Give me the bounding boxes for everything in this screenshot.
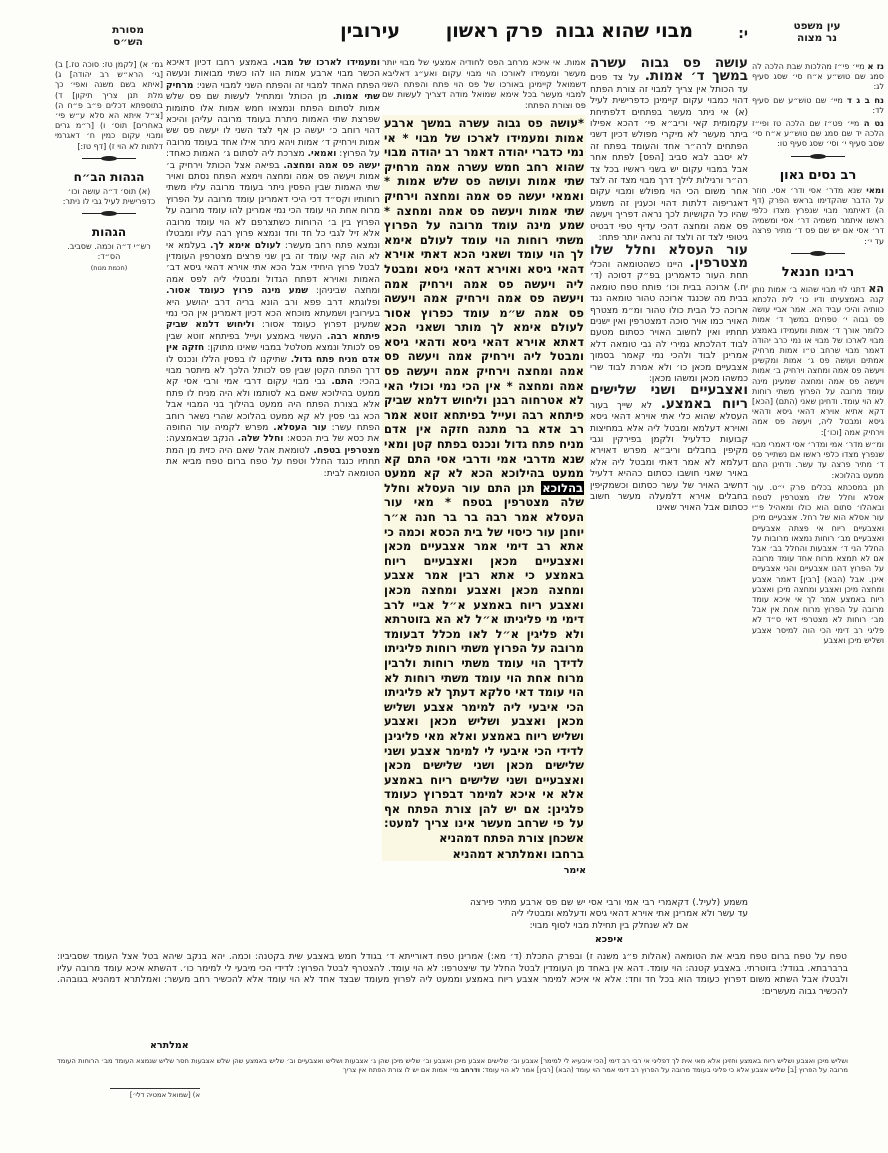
ein-mishpat-entry — [752, 62, 884, 93]
tosafot-tail: משמע (לעיל.) דקאמרי רבי אמי ורבי אסי יש שם פס ארבע מתיר פירצה עד עשר ולא אמרינן אתי אוירא דהאי גיסא ודעלמא ומבטלי ליה אם לא שנחלק בין תחילת מבוי לסוף מבוי: איפכא — [470, 898, 748, 946]
tosafot-column — [590, 58, 748, 896]
rashi-lemma: ומעמידו לארכו של מבוי. — [272, 58, 380, 68]
ein-entry-text: מיי׳ פי״ז מהלכות שבת הלכה לה סמג שם טוש״ע א״ח סי׳ שסג סעיף לג: — [752, 62, 884, 92]
rabbeinu-chananel-lead: הא — [868, 283, 884, 295]
rashi-lemma: ואמלתרא דמהניא בגובהה. — [57, 975, 161, 986]
rashi-lemma: שמע מינה פרוץ כעומד אסור. — [166, 286, 309, 297]
rabbeinu-chananel-title: רבינו חננאל — [781, 264, 855, 280]
gemara-before-highlight: *עושה פס גבוה עשרה במשך ארבע אמות ומעמידו לארכו של מבוי * אי נמי כדברי יהודה דאמר רב יהודה מבוי שהוא רחב חמש עשרה אמה מרחיק שתי אמות ועושה פס שלש אמות * ואמאי יעשה פס אמה ומחצה וירחיק שתי אמות ויעשה פס אמה ומחצה * שמע מינה עומד מרובה על הפרוץ משתי רוחות הוי עומד לעולם אימא לך הוי עומד ושאני הכא דאתי אוירא דהאי גיסא ואוירא דהאי גיסא ומבטל ליה ויעשה פס אמה וירחיק אמה ויעשה פס אמה וירחיק אמה ויעשה פס אמה ש״מ עומד כפרוץ אסור לעולם אימא לך מותר ושאני הכא דאתא אוירא דהאי גיסא ודהאי גיסא ומבטל ליה וירחיק אמה ויעשה פס אמה ומחצה וירחיק אמה ויעשה פס אמה ומחצה * אין הכי נמי וכולי האי לא אטרחוה רבנן וליחוש דלמא שביק פיתחא רבה ועייל בפיתחא זוטא אמר רב אדא בר מתנה חזקה אין אדם מניח פתח גדול ונכנס בפתח קטן ומאי שנא מדרבי אמי ודרבי אסי התם קא ממעט בהילוכא הכא לא קא ממעט — [384, 115, 584, 481]
footnote — [60, 1088, 200, 1100]
masoret-header-line1: מסורת — [112, 24, 144, 36]
hagahot-habach-text: (א) תוס׳ ד״ה עושה וכו׳ כדפרישית לעיל גבי לו ניתר: — [62, 186, 156, 207]
search-highlight: בהלוכא — [542, 480, 583, 495]
ein-mishpat-entry — [752, 96, 884, 116]
ein-mishpat-header — [782, 20, 852, 44]
gemara-last-line: ברחבו ואמלתרא דמהניא — [382, 847, 586, 861]
hagahot-title: הגהות — [91, 225, 127, 240]
tosafot-lemma: ואצבעיים ושני שלישים ריוח באמצע. — [590, 382, 748, 412]
ein-mishpat-header-line1: עין משפט — [793, 20, 841, 32]
rashi-lemma: בזוטרתי. — [744, 963, 777, 974]
rashi-lemma: עור העסלא. — [273, 423, 327, 433]
tosafot-lemma: עור העסלא וחלל שלו מצטרפין. — [590, 241, 748, 271]
ein-entry-text: מיי׳ שם טוש״ע שם סעיף לד: — [752, 95, 884, 115]
tosafot-dibur: עושה פס גבוה עשרה במשך ד׳ אמות. על צד פנים עד הכותל אין צריך למבוי זה צורת הפתח דהוי כמבוי עקום קיימינן כדפרישית לעיל (א) אי ניתר מעשר בפתחים דלפתיחת עקמומית קאי וריב״א פי׳ דהכא אפילו ביתר מעשר לא מיקרי מפולש דכיון דשני הפתחים לרה״ר אחד והעומד בפתח זה לא יסבב לבא סביב [הפס] לפתח אחר אבל במבוי עקום יש בשני ראשיו בכל צד רה״ר ורגילות לילך דרך מבוי מצד זה לצד אחר משום הכי הוי מפולש ומבוי עקום דאגריפוה דלתות דהוי וכענין זה משמע שהיו כל הקושיות לכך נראה דפריך ויעשה פס אמה ומחצה דהכי עדיף טפי דבטיט גיטופי לצד זה ולצד זה נראה יותר פתח: — [590, 58, 748, 245]
rashi-column: ומעמידו לארכו של מבוי. באמצע רחבו דכיון דאיכא הכשר מבוי ארבע אמות הוו להו כשתי מבואות ונעשה הפתח האחד למבוי זה והפתח השני למבוי השני: מרחיק שתי אמות. מן הכותל ומתחיל לעשות שם פס שלש אמות לסתום הפתח ונמצאו חמש אמות אלו סתומות שפרצת שתי האמות ניתרת בעומד מרובה עליהן והיכא דהוי רוחב כ׳ יעשה כן אף לצד השני לו יעשה פס שש אמות וירחיק ד׳ אמות ויהא ניתר אילו אחד בעומד מרובה על הפרוץ: ואמאי. מצרכת ליה לסתום ג׳ האמות כאחד: יעשה פס אמה ומחצה. בפיאה אצל הכותל וירחיק ב׳ אמות ויעשה פס אמה ומחצה וימצא הפתח נסתם ואויר שתי האמות שבין הפסין ניתר בעומד מרובה עליו משתי רוחותיו וקס״ד דכי היכי דאמרינן עומד מרובה על הפרוץ מרוח אחת הוי עומד הכי נמי אמרינן להו עומד מרובה על הפרוץ בין ב׳ הרוחות כשתצרפם לא הוי עומד מרובה אלא זיל לגבי כל חד וחד ונמצא פרוץ רבה עליו ומבטלו ונמצא פתח רחב מעשר: לעולם אימא לך. בעלמא אי לא הוה קאי עומד זה בין שני פרצים מצטרפין העומדין לבטל פרוץ היחידי אבל הכא אתי אוירא דהאי גיסא דב׳ האמות ואוירא דפתח הגדול ומבטלי ליה לפס אמה ומחצה שביניהן: שמע מינה פרוץ כעומד אסור. ופלוגתא דרב פפא ורב הונא בריה דרב יהושע היא בעירובין ושמעתא מוכחא הכא דכיון דאמרינן אין הכי נמי שמעינן דפרוץ כעומד אסור: וליחוש דלמא שביק פיתחא רבה. העשוי באמצע ועייל בפיתחא זוטא שבין פס לכותל ונמצא מטלטל במבוי שאינו מתוקן: חזקה אין אדם מניח פתח גדול. שתיקנו לו בפסין הללו ונכנס לו דרך הפתח הקטן שבין פס לכותל הלכך לא מיתסר מבוי בהכי: התם. גבי מבוי עקום דרבי אמי ורבי אסי קא ממעט בהילוכא שאם בא לסותמו ולא היה מניח לו פתח אלא בצורת הפתח היה ממעט בהילוך בני המבוי אבל הכא גבי פסין לא קא ממעט בהלוכא שהרי נשאר רוחב הפתח עשר: עור העסלא. מפרש לקמיה עור החופה את כסא של בית הכסא: וחלל שלה. הנקב שבאמצעה: מצטרפין בטפח. לטומאת אהל שאם היה כזית מן המת תחתיו כנגד החלל וטפח על טפח ברום טפח מביא את הטומאה לבית: — [166, 58, 380, 479]
ornament-divider — [791, 253, 845, 259]
rashi-lemma: ואמאי. — [307, 149, 337, 160]
masoret-header-line2: הש״ס — [113, 36, 143, 48]
perek-label: פרק ראשון — [445, 20, 543, 42]
gemara-catchword: אימר — [563, 864, 586, 876]
gemara-after-highlight: תנן התם עור העסלא וחלל שלה מצטרפין בטפח * מאי עור העסלא אמר רבה בר בר חנה א״ר יוחנן עור כיסוי של בית הכסא וכמה כי אתא רב דימי אמר אצבעיים מכאן ואצבעיים מכאן ואצבעיים ריוח באמצע כי אתא רבין אמר אצבע ומחצה מכאן ואצבע ומחצה מכאן ואצבע ריוח באמצע א״ל אביי לרב דימי מי פליגיתו א״ל לא הא בזוטרתא ולא פליגין א״ל לאו מכלל דבעומד מרובה על הפרוץ משתי רוחות פליגיתו לדידך הוי עומד משתי רוחות ולרבין מרוח אחת הוי עומד משתי רוחות לא הוי עומד דאי סלקא דעתך לא פליגיתו הכי איבעי ליה למימר אצבע ושליש מכאן ואצבע ושליש מכאן ואצבע ושליש ריוח באמצע ואלא מאי פליגינן לדידי הכי איבעי לי למימר אצבע ושני שלישים מכאן ושני שלישים מכאן ואצבעיים ושני שלישים ריוח באמצע אלא אי איכא למימר דבפרוץ כעומד פלגינן: אם יש להן צורת הפתח אף על פי שרחב מעשר אינו צריך למעט: אשכחן צורת הפתח דמהניא — [384, 480, 584, 846]
gemara-text — [382, 115, 586, 847]
rashi-lemma: וכמה. — [228, 952, 251, 962]
right-margin-column — [752, 62, 884, 944]
rashi-lemma: אלא אי — [592, 975, 622, 986]
hagahot-text: רש״י ד״ה וכמה. שסביב. הס״ד: — [67, 242, 151, 262]
ornament-divider — [791, 156, 845, 162]
rashi-lemma: וליחוש דלמא שביק פיתחא רבה. — [166, 320, 380, 342]
ein-mishpat-entry — [752, 119, 884, 150]
rav-nissim-text: ומאי שנא מדר׳ אסי ודר׳ אסי. חוזר על הדבר שהקדימו בראש הפרק (דף ה) דאיתמר מבוי שנפרץ מצדו כלפי ראשו איתמר משמיה דר׳ אסי ומשמיה דר׳ אסי אם יש שם פס ד׳ מתיר פרצה עד י׳: — [752, 185, 884, 246]
tractate-name: עירובין — [340, 20, 400, 42]
tosafot-dibur: עור העסלא וחלל שלו מצטרפין. היינו כשהטומאה והכלי תחת העור כדאמרינן בפ״ק דסוכה (ד׳ יח.) ארוכה בבית וכו׳ פותח טפח טומאה בבית מה שכנגד ארוכה טהור טומאה נגד ארוכה כל הבית כולו טהור ומ״מ מצטרף האויר כמו אויר סוכה דמצטרפין ואין ישנים תחתיו ואין לחשוב האויר כסתום מטעם לבוד דהלכתא גמירי לה גבי טומאה דלא אמרינן לבוד ולהכי נמי קאמר בסמוך אצבעיים מכאן כו׳ ולא אמרת לבוד שרי כמשהו מכאן ומשהו מכאן: — [590, 241, 748, 384]
rashi-lemma: מצטרפין בטפח. — [313, 445, 380, 456]
rc-bold-word: ודרחב — [460, 1065, 481, 1074]
left-margin-column — [55, 60, 163, 273]
bottom-rabbeinu-chananel-overflow: ושליש מיכן ואצבע ושליש ריוח באמצע וחזינן אלא מאי אית לך דפליגי אי רבי רב דימי [הכי איבעיא לי למימר] אצבע וב׳ שלישים אצבע מיכן ואצבע וב׳ שליש מיכן שהן ג׳ אצבעות ושליש ואצבעיים וב׳ שליש באמצע שהן שלש אצבעות חסר שליש שנמצא העומד מב׳ הרוחות העומד מרובה על הפרוץ [ב] שליש אצבע אלא כי פליגי בעומד מרובה על הפרוץ רב דימי אמר הוי עומד (הבא) [רבין] אמר לא הוי עומד: ודרחב מי׳ אמות אם יש לו צורת הפתח אין צריך — [57, 1057, 848, 1074]
rashi-lemma: התם. — [331, 377, 354, 388]
tosafot-dibur: ואצבעיים ושני שלישים ריוח באמצע. לא שייך בעור העסלא שהוא כלי אתי אוירא דהאי גיסא ואוירא דעלמא ומבטל ליה אלא במחיצות קבועות כדלעיל ולקמן בפירקין וגבי מקיפין בחבלים וריב״א מפרש דאוירא דעלמא לא אמר דאתי ומבטל ליה אלא באויר שאני חושבו כסתום כההיא דלעיל דחשיב האויר של עשר כסתום וכשמקיפין בחבלים אוירא דלמעלה מעשר חשוב כסתום אבל האויר שאינו — [590, 382, 748, 514]
bottom-rashi-overflow: טפח על טפח ברום טפח מביא את הטומאה (אהלות פ״ג משנה ז) ובפרק התכלת (ד׳ מא:) אמרינן טפח דאורייתא ד׳ בגודל חמש באצבע שית בקטנה: וכמה. יהא בנקב שיהא בטל אצל העומד שסביביו: ברברבתא. בגודל: בזוטרתי. באצבע קטנה: הוי עומד. דהא אין באחד מן העומדין לבטל החלל עד שיצטרפו: לא הוי עומד. להצטרף לבטל הפרוץ: לדידי הכי מיבעי לי למימר כו׳. דהשתא איכא עומד מרובה עליו ולבטלו אבל השתא משום דפרוץ כעומד הוא בכל חד וחד: אלא אי איכא למימר אצבע ריוח באמצע וממעט ליה לפרוץ מעומד שבצד אחד לא הוי עומד אלא להכשיר רחב מעשר: ואמלתרא דמהניא בגובהה. להכשיר גבוה מעשרים: — [57, 952, 848, 997]
rashi-lemma: לדידי הכי מיבעי לי למימר כו׳. — [179, 963, 294, 974]
tosafot-overflow-top: אמות. אי איכא מרחב הפס לחודיה אמצעי של מבוי יותר מעשר ומעמידו לאורכו הוי מבוי עקום ואע״ג דאליבא דשמואל קיימינן באורכו של פס הוי פתח והפתח השני למבוי מעשר בכל אימא שמואל מודה דצריך לעשות שם פס וצורת הפתח: — [382, 58, 586, 112]
ornament-divider — [82, 158, 136, 164]
rashi-lemma: חזקה אין אדם מניח פתח גדול. — [166, 343, 380, 365]
ornament-divider — [82, 213, 136, 219]
rashi-lemma: הוי עומד. — [646, 963, 683, 974]
rashi-lemma: יעשה פס אמה ומחצה. — [283, 160, 380, 171]
ein-entry-lead: נט ה — [863, 119, 884, 130]
rashi-lemma: לא הוי עומד. — [387, 963, 438, 974]
ein-entry-lead: נז א — [867, 62, 884, 72]
tosafot-lemma: עושה פס גבוה עשרה במשך ד׳ אמות. — [590, 58, 748, 85]
gemara-column — [382, 58, 586, 876]
rav-nissim-title: רב נסים גאון — [779, 167, 857, 183]
masoret-header — [98, 24, 158, 48]
daf-number: י: — [738, 26, 748, 42]
ein-entry-lead: נח ב ג ד — [846, 95, 884, 106]
hagahot-habach-title: הגהות הב״ח — [73, 169, 145, 184]
rashi-lemma: מרחיק שתי אמות. — [166, 80, 380, 103]
rashi-lemma: לעולם אימא לך. — [209, 240, 281, 251]
ein-mishpat-header-line2: נר מצוה — [796, 32, 837, 44]
footnote-rule — [110, 1088, 200, 1089]
hagahot-source: (חכמת מנוח) — [90, 263, 128, 272]
rashi-lemma: ברברבתא. — [807, 963, 848, 974]
rav-nissim-lead: ומאי — [866, 185, 884, 196]
tosafot-catchword: איפכא — [594, 934, 624, 946]
masoret-hashas-text: גמ׳ א) [לקמן טז: סוכה טז.] ב) [גי׳ הרא״ש רב יהודה] ג) [איתא בשם משנה ואפי׳ כך מלת תנן צריך תיקון] ד) בתוספתא דכלים פ״ב פ״ח ה) [צ״ל איתא הא סלא ע״ש פי׳ באחרים] תוס׳ ו) [ר״מ גרים ומבוי עקום כמין ח׳ דאגרמי דלתות לא הוי ז) [דף טז:] — [55, 60, 163, 151]
footnote-text: א) [שמואל אמטיה דלי׳] — [129, 1091, 200, 1099]
rashi-catchword: אמלתרא — [150, 1040, 189, 1051]
tosafot-closing-line: אם לא שנחלק בין תחילת מבוי לסוף מבוי: — [529, 920, 689, 931]
rashi-lemma: וחלל שלה. — [237, 434, 284, 445]
perek-name: מבוי שהוא גבוה — [554, 20, 693, 42]
rabbeinu-chananel-text: הא דתני לוי מבוי שהוא ב׳ אמות נותן קנה באמצעיתו ודיו כו׳ לית הלכתא כוותיה והיכי עביד הא. אמר אביי עושה פס גבוה י׳ טפחים במשך ד׳ אמות כלומר אורך ד׳ אמות ומעמידו באמצע מבוי לארכו של מבוי או נמי כרב יהודה דאמר מבוי שרחב ט״ו אמות מרחיק אמתים ועושה פס ג׳ אמות ומקשינן ויעשה פס אמה ומחצה וירחיק ב׳ אמות ויעשה פס אמה ומחצה שמעינן מינה עומד מרובה על הפרוץ משתי רוחות לא הוי עומד. ודחינן שאני (התם) [הכא] דקא אתיא אוירא דהאי גיסא ודהאי גיסא ומבטל ליה, ויעשה פס אמה וירחיק אמה [וכו׳]: ומ״ש מדר׳ אמי ומדר׳ אסי דאמרי מבוי שנפרץ מצדו כלפי ראשו אם נשתייר פס ד׳ מתיר פרצה עד עשר. ודחינן התם ממעט בהלוכא: תנן במסכתא בכלים פרק י״ט. עור אסלא וחלל שלו מצטרפין לטפח ובאהלו׳ סתום הוא כולו ומאהיל פ״י עור אסלא הוא של רחל. אצבעיים מיכן ואצבעיים ריוח אי פצתה אצבעיים ואצבעיים מב׳ רוחות נמצאו מרובות על החלל הני ד׳ אצבעות והחלל בב׳ אבל אם לא תמצא מרוח אחד עומד מרובה על הפרוץ דהנו אצבעיים והני אצבעיים אינן. אבל (הבא) [רבין] דאמר אצבע ומחצה מיכן ואצבע ומחצה מיכן ואצבע ריוח באמצע אמר לך אי איכא עומד מרובה על הפרוץ מרוח אחת אין אבל מב׳ רוחות לא מצטרפי דאי ס״ד לא פליגי רב דימי הכי הוה למיסר אצבע ושליש מיכן ואצבע — [752, 283, 884, 645]
ein-entry-text: מיי׳ פט״ז שם הלכה טז ופי״ז הלכה יד שם סמג שם טוש״ע א״ח סי׳ שסב סעיף י׳ וסי׳ שסג סעיף טו: — [752, 119, 884, 149]
